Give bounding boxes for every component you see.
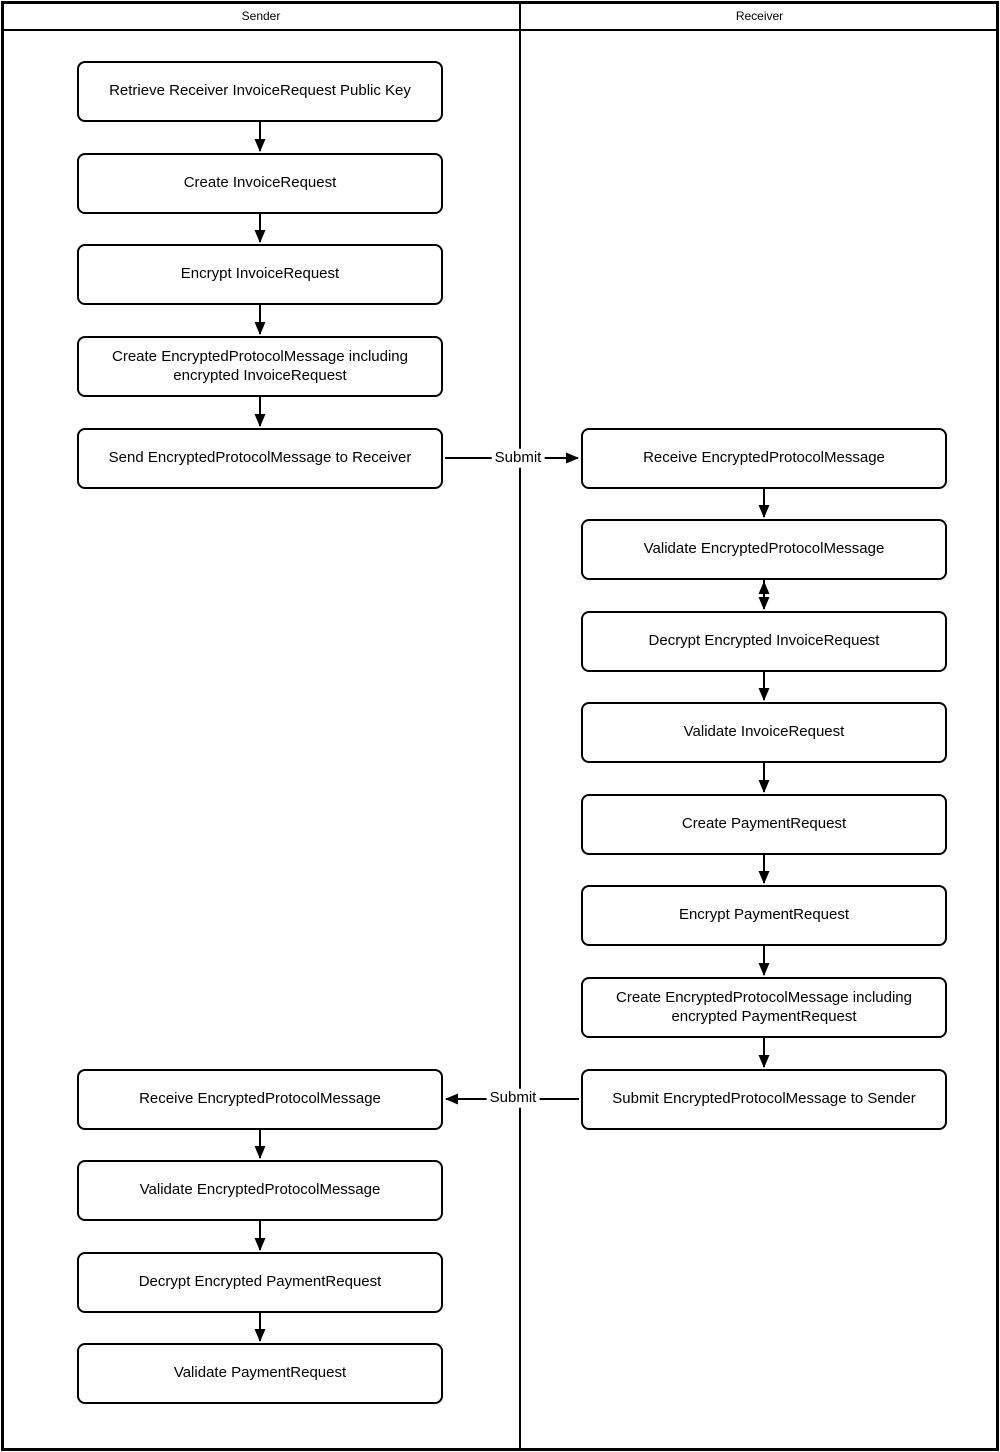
lane-divider — [519, 2, 521, 1450]
node-create-encryptedprotocolmessage-invoicerequest: Create EncryptedProtocolMessage including encrypted InvoiceRequest — [77, 336, 443, 397]
node-receiver-validate-encryptedprotocolmessage: Validate EncryptedProtocolMessage — [581, 519, 947, 580]
lane-title-sender: Sender — [241, 8, 281, 23]
node-sender-validate-encryptedprotocolmessage: Validate EncryptedProtocolMessage — [77, 1160, 443, 1221]
node-receiver-receive-encryptedprotocolmessage: Receive EncryptedProtocolMessage — [581, 428, 947, 489]
node-validate-paymentrequest: Validate PaymentRequest — [77, 1343, 443, 1404]
node-sender-receive-encryptedprotocolmessage: Receive EncryptedProtocolMessage — [77, 1069, 443, 1130]
node-send-encryptedprotocolmessage-to-receiver: Send EncryptedProtocolMessage to Receiver — [77, 428, 443, 489]
node-submit-encryptedprotocolmessage-to-sender: Submit EncryptedProtocolMessage to Sender — [581, 1069, 947, 1130]
lane-header-sender — [2, 2, 520, 29]
node-create-paymentrequest: Create PaymentRequest — [581, 794, 947, 855]
submit-label-to-sender: Submit — [487, 1089, 540, 1108]
node-decrypt-encrypted-paymentrequest: Decrypt Encrypted PaymentRequest — [77, 1252, 443, 1313]
node-create-invoicerequest: Create InvoiceRequest — [77, 153, 443, 214]
submit-label-to-receiver: Submit — [492, 449, 545, 468]
lane-header-rule — [2, 29, 998, 31]
node-encrypt-paymentrequest: Encrypt PaymentRequest — [581, 885, 947, 946]
node-encrypt-invoicerequest: Encrypt InvoiceRequest — [77, 244, 443, 305]
lane-header-receiver — [521, 2, 998, 29]
lane-title-receiver: Receiver — [735, 8, 784, 23]
node-retrieve-receiver-invoicerequest-public-key: Retrieve Receiver InvoiceRequest Public Key — [77, 61, 443, 122]
node-create-encryptedprotocolmessage-paymentrequest: Create EncryptedProtocolMessage including encrypted PaymentRequest — [581, 977, 947, 1038]
node-decrypt-encrypted-invoicerequest: Decrypt Encrypted InvoiceRequest — [581, 611, 947, 672]
node-validate-invoicerequest: Validate InvoiceRequest — [581, 702, 947, 763]
